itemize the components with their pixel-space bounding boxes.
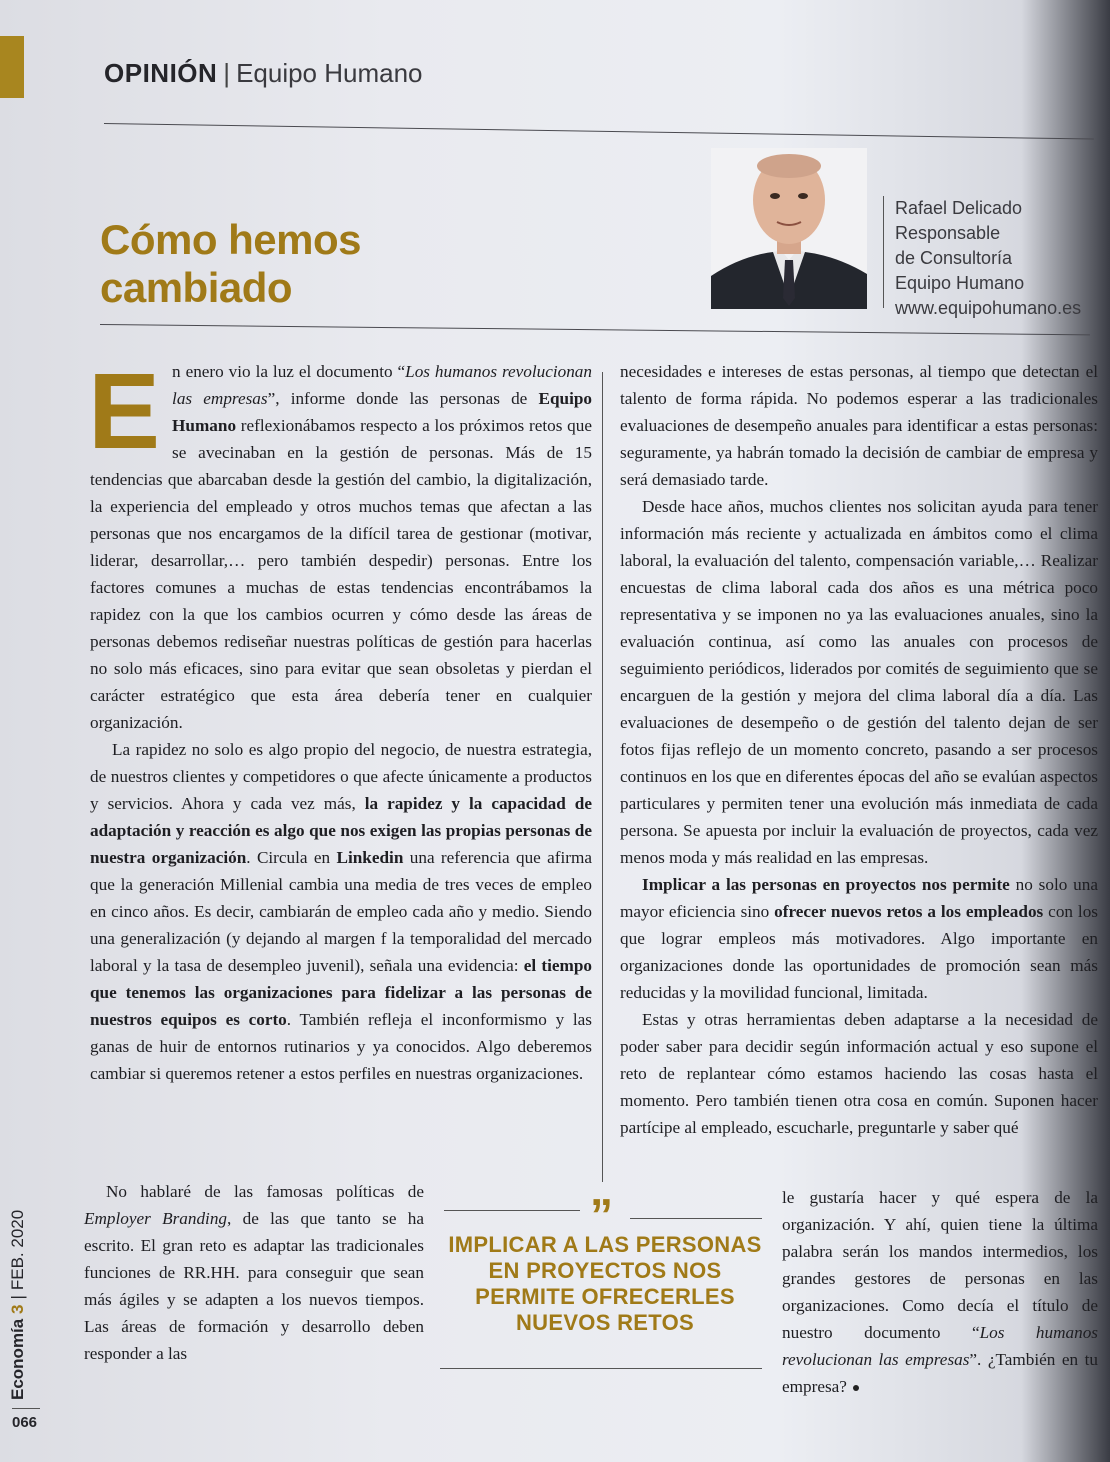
footer-folio (8, 1200, 48, 1400)
author-portrait-icon (711, 148, 867, 309)
paragraph-5: Desde hace años, muchos clientes nos solicitan ayuda para tener información más reciente y actualizada en ámbitos como el clima laboral, la evaluación del talento, compensación variable,… Realizar encuestas de clima laboral cada dos años es una métrica poco representativa y se imponen no ya las evaluaciones anuales, sino la evaluación continua, así como las anuales con procesos de seguimiento periódicos, liderados por comités de seguimiento que se encarguen de la gestión y mejora del clima laboral día a día. Las evaluaciones de desempeño o de gestión del talento dejan de ser fotos fijas reflejo de un momento concreto, pasando a ser procesos continuos en los que en diferentes épocas del año se evalúan aspectos particulares y permiten tener una evolución más inmediata de cada persona. Se apuesta por incluir la evaluación de proyectos, cada vez menos moda y más realidad en las empresas. (620, 497, 1098, 867)
section-tab-marker (0, 36, 24, 98)
pull-quote-rule-right (630, 1218, 762, 1219)
column-divider (602, 372, 603, 1182)
end-bullet-icon (853, 1385, 859, 1391)
subsection-label: Equipo Humano (236, 58, 423, 88)
paragraph-8: le gustaría hacer y qué espera de la organización. Y ahí, quien tiene la última palabra serán los mandos intermedios, los grandes gestores de personas en las organizaciones. Como decía el título de nuestro documento “Los humanos revolucionan las empresas”. ¿También en tu empresa? (782, 1188, 1098, 1396)
article-column-left (88, 350, 593, 1087)
header-rule (104, 123, 1094, 140)
author-name: Rafael Delicado (895, 198, 1023, 218)
article-column-left-bottom (84, 1178, 424, 1367)
page-number: 066 (12, 1414, 38, 1431)
author-company: Equipo Humano (895, 273, 1025, 293)
paragraph-7: Estas y otras herramientas deben adaptarse a la necesidad de poder saber para decidir según información actual y eso supone el reto de replantear cómo estamos haciendo las cosas hasta el momento. Pero también tienen otra cosa en común. Suponen hacer partícipe al empleado, escucharle, preguntarle y saber qué (620, 1010, 1098, 1137)
paragraph-6: Implicar a las personas en proyectos nos permite no solo una mayor eficiencia sino ofrecer nuevos retos a los empleados con los que lograr empleos más motivadores. Algo importante en organizaciones donde las oportunidades de promoción sean más reducidas y la movilidad funcional, limitada. (620, 875, 1098, 1002)
quote-mark-icon: ” (590, 1189, 613, 1241)
headline-line-1: Cómo hemos (100, 216, 362, 263)
pull-quote-rule-left (444, 1210, 580, 1211)
paragraph-2: La rapidez no solo es algo propio del negocio, de nuestra estrategia, de nuestros clientes y competidores o que afecte únicamente a productos y servicios. Ahora y cada vez más, la rapidez y la capacidad de adaptación y reacción es algo que nos exigen las propias personas de nuestra organización. Circula en Linkedin una referencia que afirma que la generación Millenial cambia una media de tres veces de empleo en cinco años. Es decir, cambiarán de empleo cada año y medio. Siendo una generalización (y dejando al margen f la temporalidad del mercado laboral y la tasa de desempleo juvenil), señala una evidencia: el tiempo que tenemos las organizaciones para fidelizar a las personas de nuestros equipos es corto. También refleja el inconformismo y las ganas de huir de entornos rutinarios y ya conocidos. Algo deberemos cambiar si queremos retener a estos perfiles en nuestras organizaciones. (90, 740, 593, 1083)
page-number-rule (12, 1408, 40, 1409)
paragraph-1: En enero vio la luz el documento “Los humanos revolucionan las empresas”, informe donde las personas de Equipo Humano reflexionábamos respecto a los próximos retos que se avecinaban en la gestión de personas. Más de 15 tendencias que abarcaban desde la gestión del cambio, la digitalización, la experiencia del empleado y otros muchos temas que afectan a las personas que nos encargamos de la difícil tarea de gestionar (motivar, liderar, desarrollar,… pero también despedir) personas. Entre los factores comunes a muchas de estas tendencias encontrábamos la rapidez con la que los cambios ocurren y cómo desde las áreas de personas debemos rediseñar nuestras políticas de gestión para hacerlas no solo más eficaces, sino para evitar que sean obsoletas y pierdan el carácter estratégico que esta área debería tener en cualquier organización. (88, 350, 592, 732)
footer-separator: | (8, 1295, 27, 1300)
publication-number: 3 (8, 1304, 27, 1315)
author-photo (711, 148, 867, 309)
author-website: www.equipohumano.es (895, 298, 1082, 318)
paragraph-4: necesidades e intereses de estas personas, al tiempo que detectan el talento de forma rápida. No podemos esperar a las tradicionales evaluaciones de desempeño anuales para identificar a estas personas: seguramente, ya habrán tomado la decisión de cambiar de empresa y será demasiado tarde. (620, 362, 1098, 489)
article-column-right (620, 358, 1098, 1141)
author-divider (883, 196, 884, 308)
dropcap: E (88, 350, 161, 471)
headline-line-2: cambiado (100, 264, 293, 311)
author-role-line-2: de Consultoría (895, 248, 1013, 268)
section-separator: | (223, 58, 231, 88)
issue-date: FEB. 2020 (8, 1209, 27, 1291)
author-info (895, 196, 1081, 321)
headline-rule (100, 324, 1090, 335)
publication-name: Economía (8, 1318, 27, 1400)
paragraph-3: No hablaré de las famosas políticas de Employer Branding, de las que tanto se ha escrito. El gran reto es adaptar las tradicionales funciones de RR.HH. para conseguir que sean más ágiles y se adapten a los nuevos tiempos. Las áreas de formación y desarrollo deben responder a las (84, 1182, 424, 1363)
headline (100, 216, 420, 312)
section-header (104, 58, 423, 89)
section-label: OPINIÓN (104, 58, 218, 88)
article-column-right-bottom (782, 1184, 1098, 1400)
pull-quote-text: IMPLICAR A LAS PERSONAS EN PROYECTOS NOS PERMITE OFRECERLES NUEVOS RETOS (448, 1232, 762, 1335)
author-role-line-1: Responsable (895, 223, 1001, 243)
pull-quote-rule-bottom (440, 1368, 762, 1369)
